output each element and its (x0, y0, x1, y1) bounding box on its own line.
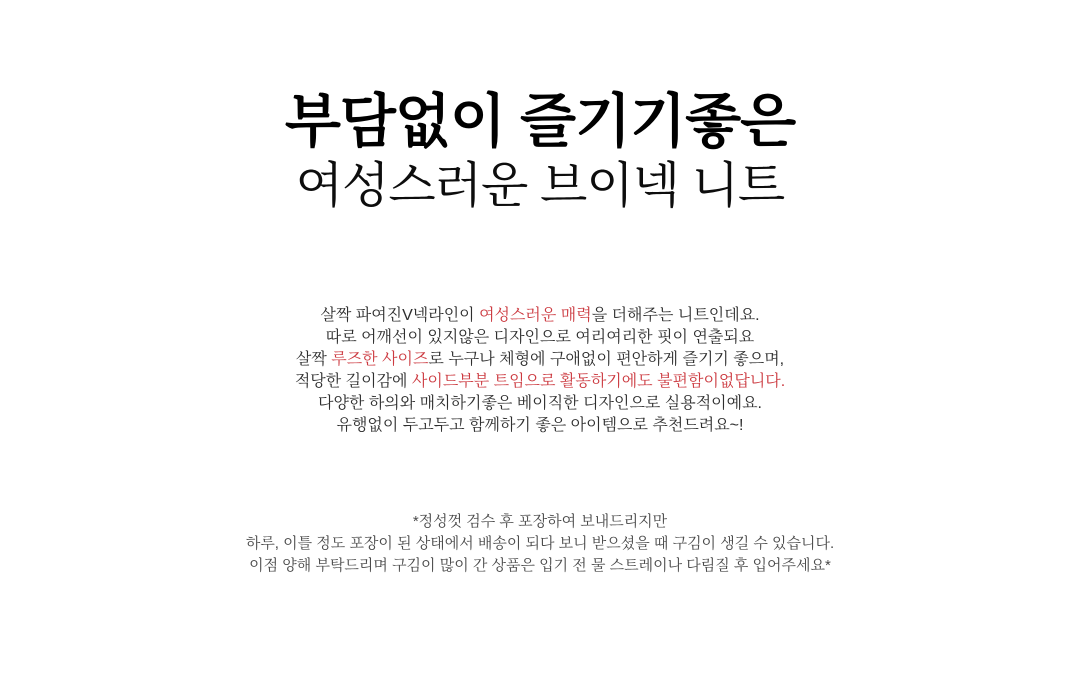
description-text: 살짝 (295, 351, 332, 368)
description-line (0, 393, 1080, 415)
notice-line: 이점 양해 부탁드리며 구김이 많이 간 상품은 입기 전 물 스트레이나 다림질 후 입어주세요* (249, 557, 831, 574)
description-text: 로 누구나 체형에 구애없이 편안하게 즐기기 좋으며, (428, 351, 785, 368)
notice-line: *정성껏 검수 후 포장하여 보내드리지만 (412, 513, 668, 530)
description-text: 적당한 길이감에 (294, 373, 412, 390)
description-line (0, 327, 1080, 349)
description-line (0, 415, 1080, 437)
description-highlight-text: 사이드부분 트임으로 활동하기에도 불편함이없답니다. (411, 373, 786, 390)
description-text: 유행없이 두고두고 함께하기 좋은 아이템으로 추천드려요~! (336, 417, 744, 434)
shipping-wrinkle-notice (0, 511, 1080, 577)
description-text: 을 더해주는 니트인데요. (591, 307, 760, 324)
product-title-line2: 여성스러운 브이넥 니트 (295, 159, 785, 213)
notice-line: 하루, 이틀 정도 포장이 된 상태에서 배송이 되다 보니 받으셨을 때 구김이 생길 수 있습니다. (245, 535, 835, 552)
title-block (0, 0, 1080, 214)
product-description-paragraph (0, 305, 1080, 437)
description-highlight-text: 여성스러운 매력 (479, 307, 592, 324)
description-line (0, 349, 1080, 371)
description-text: 다양한 하의와 매치하기좋은 베이직한 디자인으로 실용적이예요. (318, 395, 762, 412)
description-text: 따로 어깨선이 있지않은 디자인으로 여리여리한 핏이 연출되요 (325, 329, 755, 346)
description-text: 살짝 파여진V넥라인이 (320, 307, 480, 324)
description-line (0, 305, 1080, 327)
description-line (0, 371, 1080, 393)
product-title-line1: 부담없이 즐기기좋은 (284, 89, 796, 154)
description-highlight-text: 루즈한 사이즈 (331, 351, 429, 368)
